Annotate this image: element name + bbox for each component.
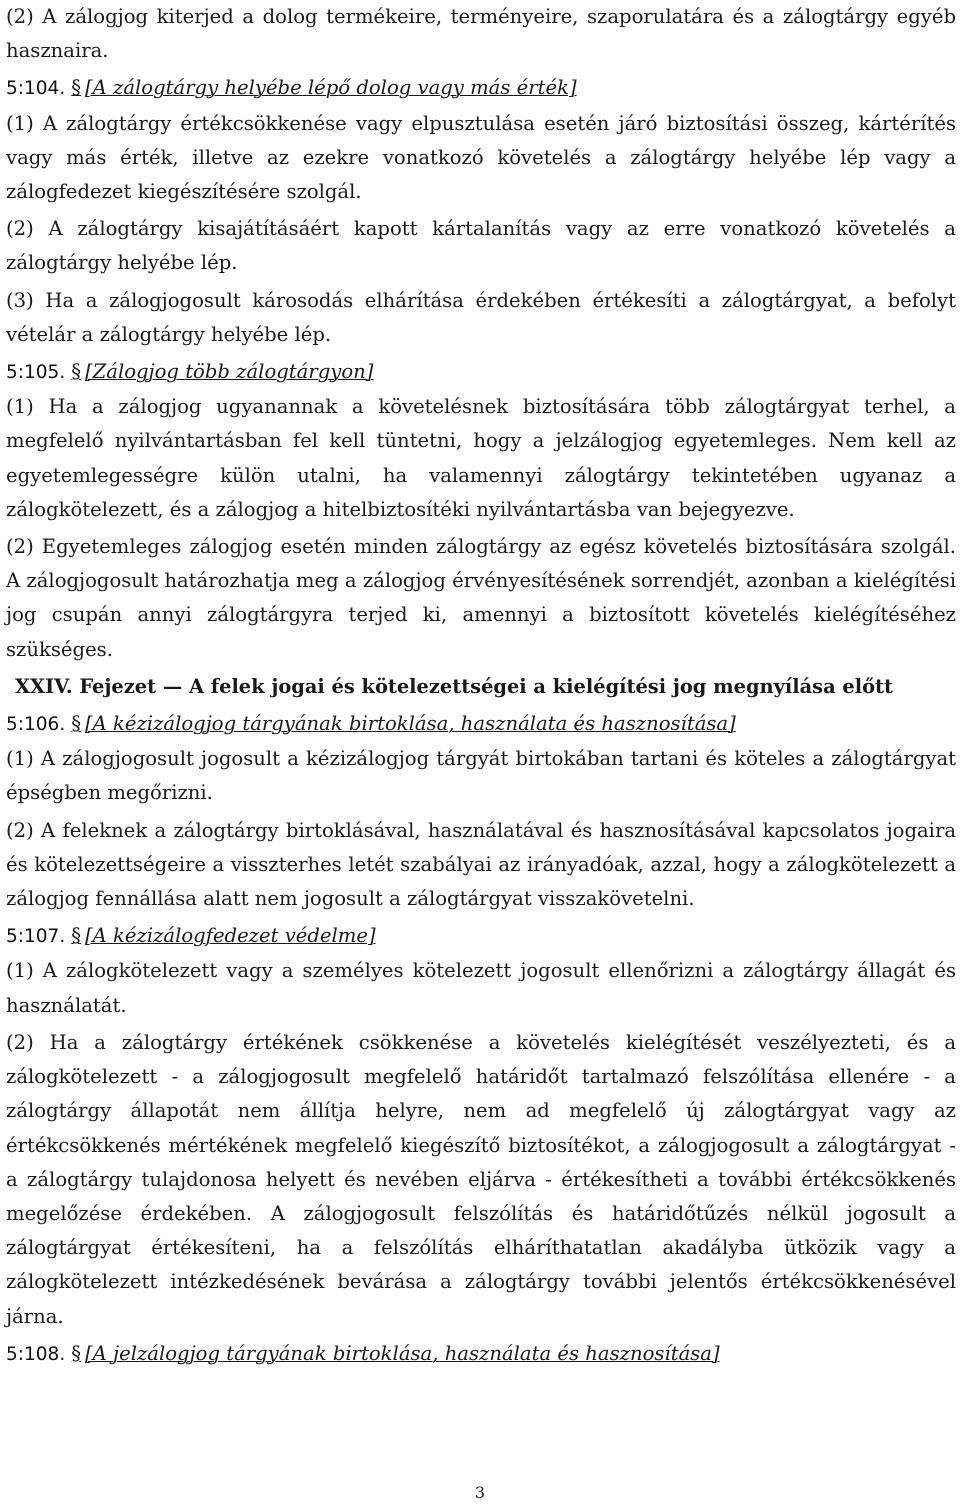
chapter-title: A felek jogai és kötelezettségei a kielégítési jog megnyílása előtt (188, 674, 893, 698)
paragraph-5-107-2: (2) Ha a zálogtárgy értékének csökkenése a követelés kielégítését veszélyezteti, és a zálogkötelezett - a zálogjogosult megfelelő határidőt tartalmazó felszólítása ellenére - a zálogtárgy állapotát nem állítja helyre, nem ad megfelelő új zálogtárgyat vagy az értékcsökkenés mértékének megfelelő kiegészítő biztosítékot, a zálogjogosult a zálogtárgyat - a zálogtárgy tulajdonosa helyett és nevében eljárva - értékesítheti a további értékcsökkenés megelőzése érdekében. A zálogjogosult felszólítás és határidőtűzés nélkül jogosult a zálogtárgyat értékesíteni, ha a felszólítás elháríthatatlan akadályba ütközik vagy a zálogkötelezett intézkedésének bevárása a zálogtárgy további jelentős értékcsökkenésével járna. (6, 1030, 956, 1328)
paragraph-5-104-2: (2) A zálogtárgy kisajátításáért kapott kártalanítás vagy az erre vonatkozó követelés a zálogtárgy helyébe lép. (6, 217, 956, 275)
chapter-heading (6, 670, 956, 704)
section-title: [A zálogtárgy helyébe lépő dolog vagy más érték] (85, 76, 577, 100)
section-sign-icon: § (71, 1341, 81, 1365)
section-heading-5-105 (6, 355, 956, 390)
paragraph-5-104-1: (1) A zálogtárgy értékcsökkenése vagy elpusztulása esetén járó biztosítási összeg, kártérítés vagy más érték, illetve az ezekre vonatkozó követelés a zálogtárgy helyébe lép vagy a zálogfedezet kiegészítésére szolgál. (6, 111, 956, 204)
paragraph-intro-2: (2) A zálogjog kiterjed a dolog termékeire, terményeire, szaporulatára és a zálogtárgy egyéb hasznaira. (6, 5, 956, 63)
page-number: 3 (474, 1483, 486, 1502)
paragraph-5-106-2: (2) A feleknek a zálogtárgy birtoklásával, használatával és hasznosításával kapcsolatos jogaira és kötelezettségeire a visszterhes letét szabályai az irányadóak, azzal, hogy a zálogkötelezett a zálogjog fennállása alatt nem jogosult a zálogtárgyat visszakövetelni. (6, 818, 956, 911)
paragraph-5-105-1: (1) Ha a zálogjog ugyanannak a követelésnek biztosítására több zálogtárgyat terhel, a megfelelő nyilvántartásban fel kell tüntetni, hogy a jelzálogjog egyetemleges. Nem kell az egyetemlegességre külön utalni, ha valamennyi zálogtárgy tekintetében ugyanaz a zálogkötelezett, és a zálogjog a hitelbiztosítéki nyilvántartásba van bejegyezve. (6, 395, 956, 521)
section-sign-icon: § (71, 712, 81, 736)
section-title: [A kézizálogfedezet védelme] (85, 924, 376, 948)
section-number: 5:108. (6, 1343, 66, 1365)
section-sign-icon: § (71, 360, 81, 384)
paragraph-5-104-3: (3) Ha a zálogjogosult károsodás elhárítása érdekében értékesíti a zálogtárgyat, a befolyt vételár a zálogtárgy helyébe lép. (6, 288, 956, 346)
section-heading-5-107 (6, 919, 956, 954)
section-number: 5:106. (6, 714, 66, 736)
chapter-label: Fejezet (79, 674, 157, 698)
section-title: [A jelzálogjog tárgyának birtoklása, használata és hasznosítása] (85, 1341, 720, 1365)
section-title: [Zálogjog több zálogtárgyon] (85, 360, 374, 384)
paragraph-5-106-1: (1) A zálogjogosult jogosult a kézizálogjog tárgyát birtokában tartani és köteles a zálogtárgyat épségben megőrizni. (6, 747, 956, 805)
document-page (6, 0, 956, 1372)
section-heading-5-106 (6, 707, 956, 742)
section-number: 5:104. (6, 78, 66, 100)
section-number: 5:107. (6, 926, 66, 948)
section-sign-icon: § (71, 924, 81, 948)
section-title: [A kézizálogjog tárgyának birtoklása, használata és hasznosítása] (85, 712, 736, 736)
section-sign-icon: § (71, 76, 81, 100)
chapter-dash: — (162, 674, 183, 698)
section-heading-5-104 (6, 71, 956, 106)
section-number: 5:105. (6, 362, 66, 384)
chapter-number: XXIV. (15, 674, 73, 698)
section-heading-5-108 (6, 1337, 956, 1372)
paragraph-5-105-2: (2) Egyetemleges zálogjog esetén minden zálogtárgy az egész követelés biztosítására szolgál. A zálogjogosult határozhatja meg a zálogjog érvényesítésének sorrendjét, azonban a kielégítési jog csupán annyi zálogtárgyra terjed ki, amennyi a biztosított követelés kielégítéséhez szükséges. (6, 535, 956, 661)
paragraph-5-107-1: (1) A zálogkötelezett vagy a személyes kötelezett jogosult ellenőrizni a zálogtárgy állagát és használatát. (6, 959, 956, 1017)
